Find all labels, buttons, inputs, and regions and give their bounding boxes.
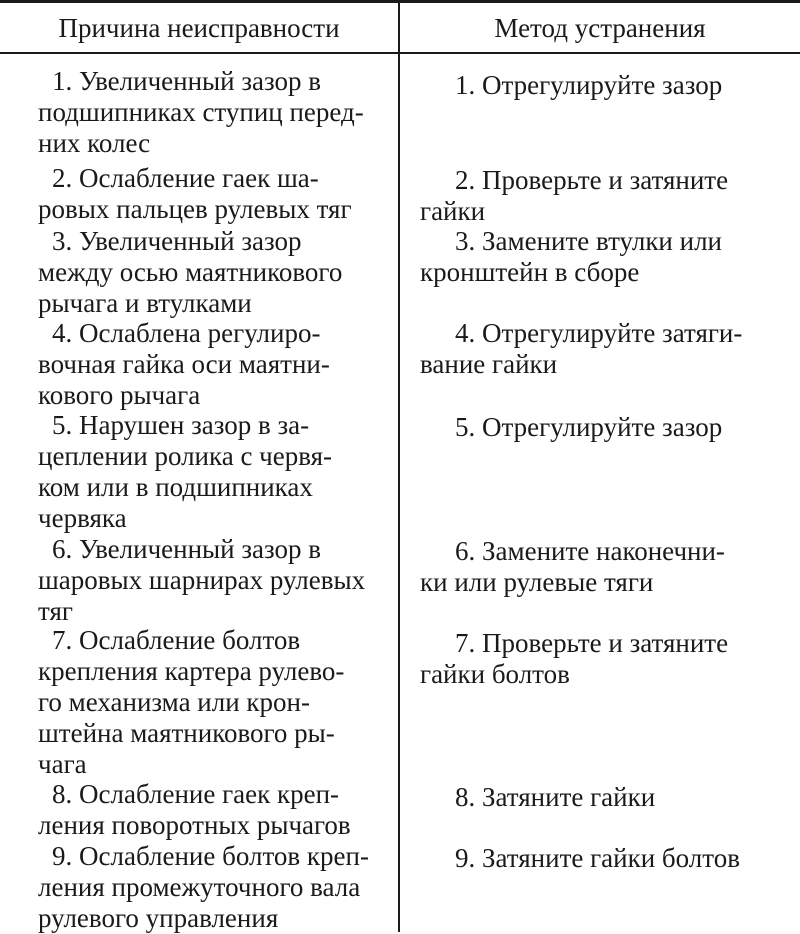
cause-line: го механизма или крон- <box>38 687 310 717</box>
cause-line: шаровых шарнирах рулевых <box>38 565 366 595</box>
table-row-remedy <box>420 536 800 598</box>
cause-line: кового рычага <box>38 380 201 410</box>
cause-line: 1. Увеличенный зазор в <box>52 66 322 96</box>
remedy-line: 1. Отрегулируйте зазор <box>455 70 723 100</box>
table-top-rule <box>0 0 800 3</box>
cause-line: рычага и втулками <box>38 288 252 318</box>
cause-line: штейна маятникового ры- <box>38 718 335 748</box>
remedy-line: 6. Замените наконечни- <box>455 536 725 566</box>
cause-line: вочная гайка оси маятни- <box>38 349 330 379</box>
cause-line: ления поворотных рычагов <box>38 810 351 840</box>
remedy-line: кронштейн в сборе <box>420 257 640 287</box>
table-row-remedy <box>455 412 800 443</box>
table-row-cause <box>38 625 383 780</box>
table-row-remedy <box>455 843 800 874</box>
table-row-cause <box>38 410 383 534</box>
remedy-line: 8. Затяните гайки <box>455 782 656 812</box>
cause-line: тяг <box>38 596 73 626</box>
cause-line: рулевого управления <box>38 903 279 933</box>
table-row-remedy <box>420 628 800 690</box>
table-row-remedy <box>455 70 800 101</box>
remedy-line: вание гайки <box>420 349 558 379</box>
cause-line: ровых пальцев рулевых тяг <box>38 194 352 224</box>
cause-line: ления промежуточного вала <box>38 872 361 902</box>
cause-line: них колес <box>38 128 151 158</box>
table-row-cause <box>38 226 383 319</box>
remedy-line: 3. Замените втулки или <box>455 226 723 256</box>
remedy-line: 5. Отрегулируйте зазор <box>455 412 723 442</box>
remedy-line: гайки <box>420 196 486 226</box>
header-cause: Причина неисправности <box>58 13 340 43</box>
table-row-cause <box>38 779 383 841</box>
cause-line: чага <box>38 749 87 779</box>
cause-line: 3. Увеличенный зазор <box>52 226 302 256</box>
cause-line: ком или в подшипниках <box>38 472 313 502</box>
header-rule <box>0 52 800 54</box>
table-row-cause <box>38 318 383 411</box>
table-row-cause <box>38 841 383 934</box>
cause-line: между осью маятникового <box>38 257 343 287</box>
table-row-remedy <box>420 165 800 227</box>
cause-line: подшипниках ступиц перед- <box>38 97 364 127</box>
cause-line: червяка <box>38 503 127 533</box>
cause-line: 4. Ослаблена регулиро- <box>52 318 321 348</box>
table-row-cause <box>38 534 383 627</box>
remedy-line: гайки болтов <box>420 659 570 689</box>
remedy-line: 4. Отрегулируйте затяги- <box>455 318 743 348</box>
remedy-line: 9. Затяните гайки болтов <box>455 843 740 873</box>
remedy-line: 7. Проверьте и затяните <box>455 628 729 658</box>
cause-line: 2. Ослабление гаек ша- <box>52 163 319 193</box>
table-row-cause <box>38 66 383 159</box>
table-row-remedy <box>420 318 800 380</box>
cause-line: 8. Ослабление гаек креп- <box>52 779 340 809</box>
remedy-line: 2. Проверьте и затяните <box>455 165 729 195</box>
cause-line: цеплении ролика с червя- <box>38 441 333 471</box>
remedy-line: ки или рулевые тяги <box>420 567 654 597</box>
table-row-remedy <box>420 226 800 288</box>
header-remedy: Метод устранения <box>494 13 706 43</box>
table-row-cause <box>38 163 383 225</box>
cause-line: 9. Ослабление болтов креп- <box>52 841 369 871</box>
cause-line: крепления картера рулево- <box>38 656 345 686</box>
cause-line: 7. Ослабление болтов <box>52 625 301 655</box>
table-row-remedy <box>455 782 800 813</box>
cause-line: 6. Увеличенный зазор в <box>52 534 322 564</box>
cause-line: 5. Нарушен зазор в за- <box>52 410 310 440</box>
column-divider <box>398 0 400 932</box>
